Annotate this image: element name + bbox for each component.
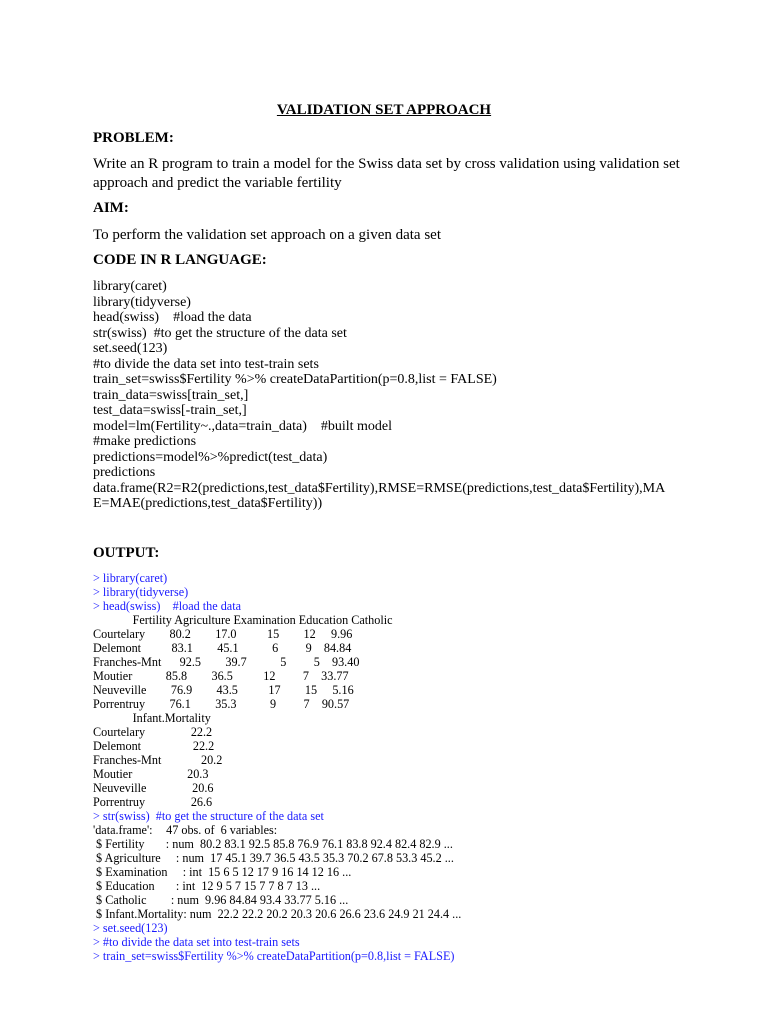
problem-heading: PROBLEM: — [93, 130, 174, 146]
console-output-line: $ Agriculture : num 17 45.1 39.7 36.5 43.5 35.3 70.2 67.8 53.3 45.2 ... — [93, 851, 454, 865]
code-line: predictions=model%>%predict(test_data) — [93, 449, 328, 465]
code-line: data.frame(R2=R2(predictions,test_data$Fertility),RMSE=RMSE(predictions,test_data$Fertility),MA — [93, 480, 666, 496]
page-title: VALIDATION SET APPROACH — [276, 102, 492, 118]
output-heading: OUTPUT: — [93, 545, 160, 561]
console-output-line: Delemont 83.1 45.1 6 9 84.84 — [93, 641, 352, 655]
code-line: train_data=swiss[train_set,] — [93, 387, 249, 403]
console-command-line: > head(swiss) #load the data — [93, 599, 242, 613]
output-block — [93, 571, 713, 963]
console-output-line: Moutier 85.8 36.5 12 7 33.77 — [93, 669, 349, 683]
console-output-line: Infant.Mortality — [93, 711, 211, 725]
code-line: test_data=swiss[-train_set,] — [93, 403, 247, 418]
code-line: head(swiss) #load the data — [93, 310, 252, 325]
code-line: model=lm(Fertility~.,data=train_data) #built model — [93, 418, 393, 434]
console-output-line: $ Fertility : num 80.2 83.1 92.5 85.8 76.9 76.1 83.8 92.4 82.4 82.9 ... — [93, 837, 453, 851]
code-line: E=MAE(predictions,test_data$Fertility)) — [93, 496, 323, 511]
console-output-line: $ Examination : int 15 6 5 12 17 9 16 14 12 16 ... — [93, 865, 352, 879]
code-line: predictions — [93, 465, 156, 480]
console-command-line: > train_set=swiss$Fertility %>% createDataPartition(p=0.8,list = FALSE) — [93, 949, 455, 963]
code-line: train_set=swiss$Fertility %>% createDataPartition(p=0.8,list = FALSE) — [93, 372, 497, 387]
console-output-line: Courtelary 80.2 17.0 15 12 9.96 — [93, 627, 353, 641]
console-output-line: Porrentruy 26.6 — [93, 795, 213, 809]
console-command-line: > library(tidyverse) — [93, 585, 189, 599]
console-output-line: $ Catholic : num 9.96 84.84 93.4 33.77 5.16 ... — [93, 893, 349, 907]
code-line: set.seed(123) — [93, 341, 168, 356]
code-line: library(caret) — [93, 279, 167, 294]
console-output-line: Franches-Mnt 92.5 39.7 5 5 93.40 — [93, 655, 360, 669]
console-command-line: > library(caret) — [93, 571, 168, 585]
console-command-line: > set.seed(123) — [93, 921, 168, 935]
code-block — [93, 279, 713, 512]
problem-text: Write an R program to train a model for the Swiss data set by cross validation using validation set approach and predict the variable fertility — [93, 156, 680, 191]
console-output-line: Porrentruy 76.1 35.3 9 7 90.57 — [93, 697, 350, 711]
code-line: library(tidyverse) — [93, 294, 191, 310]
console-output-line: Delemont 22.2 — [93, 739, 215, 753]
aim-heading: AIM: — [93, 200, 129, 216]
console-output-line: 'data.frame': 47 obs. of 6 variables: — [93, 823, 278, 837]
console-output-line: $ Infant.Mortality: num 22.2 22.2 20.2 20.3 20.6 26.6 23.6 24.9 21 24.4 ... — [93, 907, 462, 921]
console-output-line: Franches-Mnt 20.2 — [93, 753, 223, 767]
console-output-line: Neuveville 76.9 43.5 17 15 5.16 — [93, 683, 354, 697]
console-output-line: Courtelary 22.2 — [93, 725, 213, 739]
code-line: #to divide the data set into test-train sets — [93, 356, 319, 372]
code-line: str(swiss) #to get the structure of the data set — [93, 325, 347, 341]
console-command-line: > str(swiss) #to get the structure of the data set — [93, 809, 324, 823]
console-output-line: Neuveville 20.6 — [93, 781, 214, 795]
console-output-line: Fertility Agriculture Examination Education Catholic — [93, 613, 393, 627]
console-command-line: > #to divide the data set into test-train sets — [93, 935, 300, 949]
console-output-line: Moutier 20.3 — [93, 767, 209, 781]
code-heading: CODE IN R LANGUAGE: — [93, 252, 267, 268]
console-output-line: $ Education : int 12 9 5 7 15 7 7 8 7 13 ... — [93, 879, 321, 893]
code-line: #make predictions — [93, 434, 197, 449]
aim-text: To perform the validation set approach on a given data set — [93, 227, 441, 243]
